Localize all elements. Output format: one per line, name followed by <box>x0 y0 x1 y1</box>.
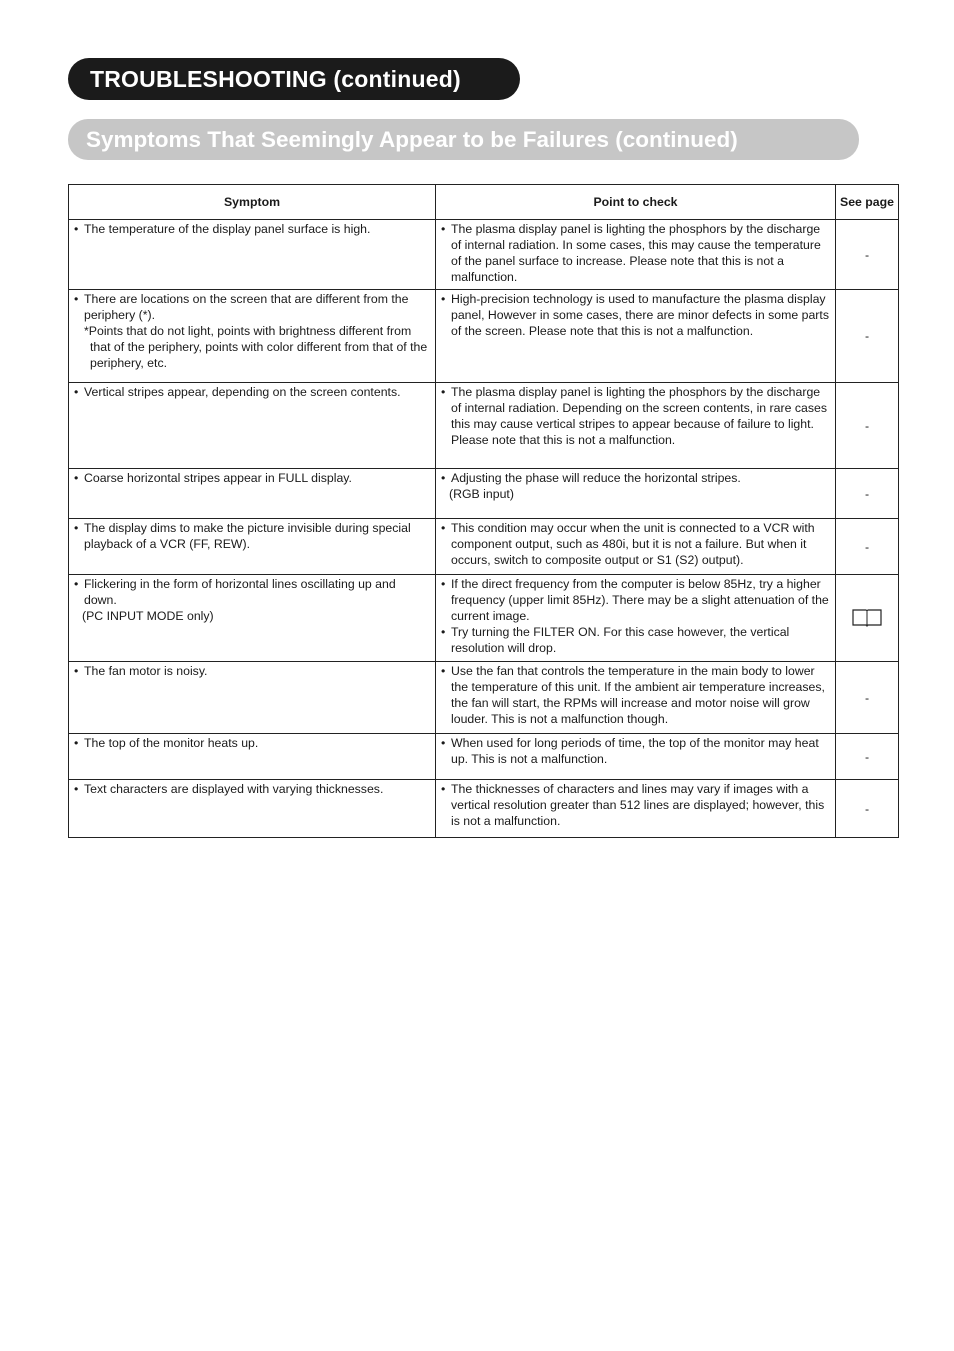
see-page-cell: - <box>836 662 899 734</box>
check-text: • The plasma display panel is lighting the phosphors by the discharge of internal radiation. Depending on the screen contents, in rare cases this may cause vertical stripes to appear because of failure to light. Please note that this is not a malfunction. <box>441 384 829 448</box>
table-header-row <box>69 185 899 220</box>
symptom-cell <box>69 662 436 734</box>
see-page-cell: - <box>836 519 899 575</box>
symptom-cell <box>69 780 436 838</box>
subsection-title: Symptoms That Seemingly Appear to be Failures (continued) <box>86 127 738 152</box>
symptom-footnote: *Points that do not light, points with brightness different from that of the periphery, points with color different from that of the periphery, etc. <box>84 324 428 370</box>
symptom-text: • The display dims to make the picture invisible during special playback of a VCR (FF, REW). <box>74 520 431 552</box>
check-cell <box>436 220 836 290</box>
table-row <box>69 220 899 290</box>
check-text: • The thicknesses of characters and lines may vary if images with a vertical resolution greater than 512 lines are displayed; however, this is not a malfunction. <box>441 781 829 829</box>
table-row <box>69 734 899 780</box>
check-text: • Adjusting the phase will reduce the horizontal stripes. <box>441 470 829 486</box>
symptom-text: • The top of the monitor heats up. <box>74 735 431 751</box>
check-cell <box>436 383 836 469</box>
symptom-cell <box>69 575 436 662</box>
table-row <box>69 290 899 383</box>
symptom-text: • Coarse horizontal stripes appear in FULL display. <box>74 470 431 486</box>
symptom-cell <box>69 290 436 383</box>
see-page-cell: - <box>836 469 899 519</box>
page-title: TROUBLESHOOTING (continued) <box>90 66 461 92</box>
see-page-cell <box>836 575 899 662</box>
see-page-cell: - <box>836 780 899 838</box>
see-page-cell: - <box>836 220 899 290</box>
table-row <box>69 780 899 838</box>
symptom-cell <box>69 734 436 780</box>
table-row <box>69 469 899 519</box>
book-icon <box>851 608 883 628</box>
symptom-text: • Flickering in the form of horizontal lines oscillating up and down. <box>74 576 431 608</box>
symptom-cell <box>69 469 436 519</box>
check-text: • Use the fan that controls the temperature in the main body to lower the temperature of this unit. If the ambient air temperature increases, the fan will start, the RPMs will increase and motor noise will grow louder. This is not a malfunction though. <box>441 663 829 727</box>
symptom-note: (PC INPUT MODE only) <box>82 609 214 623</box>
check-cell <box>436 662 836 734</box>
check-text: • This condition may occur when the unit is connected to a VCR with component output, such as 480i, but it is not a failure. But when it occurs, switch to composite output or S1 (S2) output). <box>441 520 829 568</box>
column-header-see-page: See page <box>836 185 899 220</box>
section-title-banner <box>68 58 520 100</box>
check-cell <box>436 734 836 780</box>
symptom-cell <box>69 220 436 290</box>
check-text: • The plasma display panel is lighting the phosphors by the discharge of internal radiation. In some cases, this may cause the temperature of the panel surface to increase. Please note that this is not a malfunction. <box>441 221 829 285</box>
symptom-text: • Text characters are displayed with varying thicknesses. <box>74 781 431 797</box>
check-cell <box>436 575 836 662</box>
symptom-text: • The fan motor is noisy. <box>74 663 431 679</box>
see-page-cell: - <box>836 383 899 469</box>
table-row <box>69 383 899 469</box>
symptom-cell <box>69 519 436 575</box>
column-header-symptom: Symptom <box>69 185 436 220</box>
check-note: (RGB input) <box>449 487 514 501</box>
table-row <box>69 662 899 734</box>
see-page-cell: - <box>836 734 899 780</box>
symptom-text: • There are locations on the screen that are different from the periphery (*). <box>74 291 431 323</box>
symptom-text: • Vertical stripes appear, depending on the screen contents. <box>74 384 431 400</box>
check-text: • High-precision technology is used to manufacture the plasma display panel, However in some cases, there are minor defects in some parts of the screen. Please note that this is not a malfunction. <box>441 291 829 339</box>
see-page-cell: - <box>836 290 899 383</box>
troubleshooting-table <box>68 184 899 838</box>
check-text: • Try turning the FILTER ON. For this case however, the vertical resolution will drop. <box>441 624 829 656</box>
column-header-point-to-check: Point to check <box>436 185 836 220</box>
check-text: • When used for long periods of time, the top of the monitor may heat up. This is not a malfunction. <box>441 735 829 767</box>
symptom-cell <box>69 383 436 469</box>
check-cell <box>436 780 836 838</box>
table-row <box>69 575 899 662</box>
check-cell <box>436 519 836 575</box>
check-text: • If the direct frequency from the computer is below 85Hz, try a higher frequency (upper limit 85Hz). There may be a slight attenuation of the current image. <box>441 576 829 624</box>
check-cell <box>436 469 836 519</box>
subsection-title-banner <box>68 119 859 160</box>
table-row <box>69 519 899 575</box>
symptom-text: • The temperature of the display panel surface is high. <box>74 221 431 237</box>
check-cell <box>436 290 836 383</box>
